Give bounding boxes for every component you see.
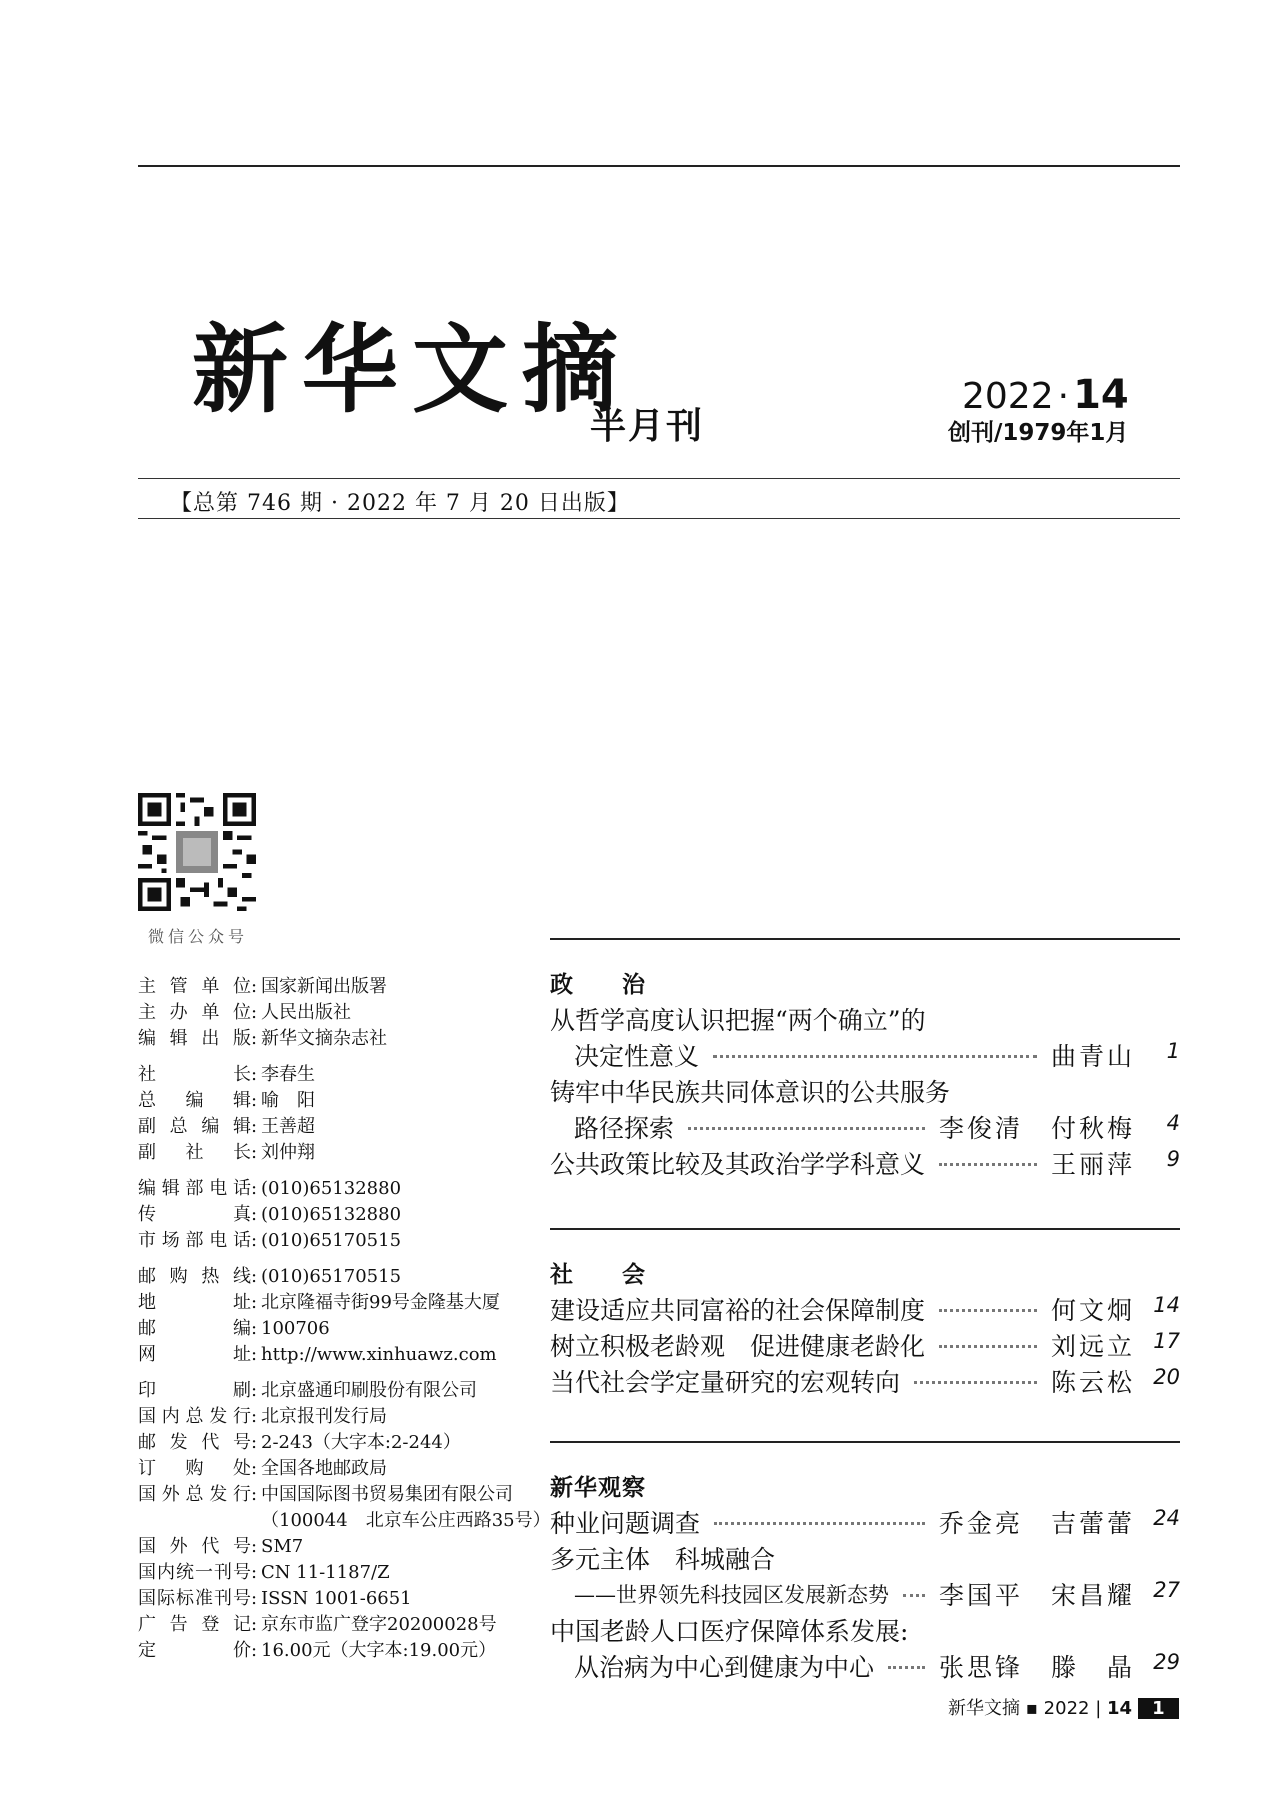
toc-entry-author: 乔金亮 吉蕾蕾: [938, 1509, 1135, 1538]
info-value: 刘仲翔: [261, 1142, 315, 1163]
toc-entry-title: 决定性意义: [574, 1042, 700, 1071]
toc-entry-title: 从治病为中心到健康为中心: [574, 1653, 875, 1682]
toc-entry[interactable]: [550, 1327, 1180, 1361]
toc-entry-title: 公共政策比较及其政治学学科意义: [550, 1150, 926, 1179]
footer-bar: |: [1095, 1698, 1102, 1719]
info-key: 编辑出版: [138, 1028, 251, 1049]
info-key: 市场部电话: [138, 1230, 251, 1251]
info-row: [138, 1586, 551, 1612]
info-value: SM7: [261, 1536, 304, 1557]
toc-entry[interactable]: [550, 1576, 1180, 1610]
info-colon: :: [251, 1318, 258, 1339]
info-key: 社长: [138, 1064, 251, 1085]
issue-year: 2022: [962, 376, 1054, 417]
info-value: 人民出版社: [261, 1002, 351, 1023]
info-row: [138, 1638, 551, 1664]
info-row: [138, 1430, 551, 1456]
masthead-rule-upper: [138, 478, 1180, 479]
info-value: (010)65132880: [261, 1178, 402, 1199]
info-colon: :: [251, 1116, 258, 1137]
toc-entry-title: 路径探索: [574, 1114, 675, 1143]
toc-entry-page: 1: [1166, 1039, 1180, 1063]
info-row: [138, 1062, 551, 1088]
page-number: 1: [1138, 1698, 1179, 1719]
info-value: 中国国际图书贸易集团有限公司: [261, 1484, 513, 1505]
toc-entry-page: 27: [1153, 1578, 1180, 1602]
issue-number: [962, 372, 1129, 418]
toc-entry[interactable]: [550, 1001, 1180, 1035]
page-footer: [948, 1694, 1179, 1720]
info-value: 100706: [261, 1318, 330, 1339]
info-row: [138, 1114, 551, 1140]
info-key: 国外总发行: [138, 1484, 251, 1505]
info-colon: :: [251, 1028, 258, 1049]
toc-entry-page: 17: [1153, 1329, 1180, 1353]
toc-entry[interactable]: [550, 1037, 1180, 1071]
info-value: 北京报刊发行局: [261, 1406, 387, 1427]
info-key: 国外代号: [138, 1536, 251, 1557]
info-value: 2-243（大字本:2-244）: [261, 1432, 461, 1453]
info-key: 邮编: [138, 1318, 251, 1339]
toc-entry[interactable]: [550, 1540, 1180, 1574]
info-key: 地址: [138, 1292, 251, 1313]
info-colon: :: [251, 1204, 258, 1225]
info-colon: :: [251, 1640, 258, 1661]
toc-entry[interactable]: [550, 1073, 1180, 1107]
info-colon: :: [251, 1458, 258, 1479]
info-colon: :: [251, 1536, 258, 1557]
leader-dots: [939, 1337, 1037, 1348]
info-colon: :: [251, 1266, 258, 1287]
leader-dots: [713, 1047, 1037, 1058]
info-row: [138, 974, 551, 1000]
toc-entry[interactable]: [550, 1109, 1180, 1143]
footer-year: 2022: [1043, 1698, 1090, 1719]
info-row: [138, 1264, 551, 1290]
info-value: 全国各地邮政局: [261, 1458, 387, 1479]
info-row: [138, 1342, 551, 1368]
info-key: 邮购热线: [138, 1266, 251, 1287]
info-row: [138, 1316, 551, 1342]
info-key: [138, 1508, 251, 1534]
toc-entry-author: 李俊清 付秋梅: [938, 1114, 1135, 1143]
info-colon: :: [251, 1064, 258, 1085]
info-row: [138, 1026, 551, 1052]
footer-square: ▪: [1025, 1698, 1038, 1719]
toc-entry-author: 曲青山: [1050, 1042, 1135, 1071]
leader-dots: [939, 1301, 1037, 1312]
info-key: 印刷: [138, 1380, 251, 1401]
toc-entry-page: 24: [1153, 1506, 1180, 1530]
info-colon: :: [251, 1614, 258, 1635]
info-key: 网址: [138, 1344, 251, 1365]
toc-entry-title: 建设适应共同富裕的社会保障制度: [550, 1296, 926, 1325]
info-value: 新华文摘杂志社: [261, 1028, 387, 1049]
info-value: 喻 阳: [261, 1090, 315, 1111]
toc-entry-page: 9: [1166, 1147, 1180, 1171]
info-row: [138, 1378, 551, 1404]
toc-entry-author: 张思锋 滕 晶: [938, 1653, 1135, 1682]
issue-separator: ·: [1057, 376, 1070, 417]
info-colon: :: [251, 1344, 258, 1365]
section-title: 社 会: [550, 1261, 646, 1288]
info-key: 国际标准刊号: [138, 1588, 251, 1609]
toc-entry-title: ——世界领先科技园区发展新态势: [574, 1583, 889, 1607]
top-rule: [138, 165, 1180, 167]
toc-entry[interactable]: [550, 1612, 1180, 1646]
toc-entry-page: 4: [1166, 1111, 1180, 1135]
info-row: [138, 1228, 551, 1254]
toc-entry-page: 20: [1153, 1365, 1180, 1389]
info-row: [138, 1534, 551, 1560]
info-row: [138, 1482, 551, 1508]
footer-issue: 14: [1107, 1698, 1133, 1719]
info-colon: :: [251, 976, 258, 997]
frequency-label: 半月刊: [590, 406, 705, 447]
info-value: 16.00元（大字本:19.00元）: [261, 1640, 497, 1661]
section-rule: [550, 1441, 1180, 1443]
info-key: 国内统一刊号: [138, 1562, 251, 1583]
footer-magazine: 新华文摘: [948, 1698, 1020, 1719]
toc-entry-author: 陈云松: [1050, 1368, 1135, 1397]
info-value: 王善超: [261, 1116, 315, 1137]
section-rule: [550, 1228, 1180, 1230]
toc-entry-author: 刘远立: [1050, 1332, 1135, 1361]
toc-entry-page: 14: [1153, 1293, 1180, 1317]
qr-caption: 微信公众号: [148, 927, 249, 946]
info-row: [138, 1508, 551, 1534]
magazine-title: 新华文摘: [192, 314, 632, 426]
info-key: 国内总发行: [138, 1406, 251, 1427]
info-value: （100044 北京车公庄西路35号）: [261, 1510, 551, 1531]
info-colon: :: [251, 1230, 258, 1251]
info-row: [138, 1140, 551, 1166]
leader-dots: [888, 1658, 925, 1669]
info-colon: :: [251, 1002, 258, 1023]
issue-num: 14: [1073, 372, 1129, 418]
info-colon: :: [251, 1588, 258, 1609]
info-value: 李春生: [261, 1064, 315, 1085]
info-colon: :: [251, 1380, 258, 1401]
info-key: 邮发代号: [138, 1432, 251, 1453]
toc-entry-title: 种业问题调查: [550, 1509, 701, 1538]
info-colon: :: [251, 1142, 258, 1163]
leader-dots: [903, 1586, 925, 1597]
info-value: CN 11-1187/Z: [261, 1562, 390, 1583]
leader-dots: [688, 1119, 925, 1130]
toc-entry-title: 当代社会学定量研究的宏观转向: [550, 1368, 901, 1397]
info-colon: :: [251, 1484, 258, 1505]
toc-entry[interactable]: [550, 1363, 1180, 1397]
info-key: 主管单位: [138, 976, 251, 997]
info-value: 京东市监广登字20200028号: [261, 1614, 497, 1635]
info-colon: [251, 1508, 259, 1534]
info-row: [138, 1612, 551, 1638]
info-row: [138, 1088, 551, 1114]
info-row: [138, 1176, 551, 1202]
toc-entry-page: 29: [1153, 1650, 1180, 1674]
info-colon: :: [251, 1090, 258, 1111]
founded-date: 创刊/1979年1月: [948, 420, 1129, 446]
total-issue-line: 【总第 746 期 · 2022 年 7 月 20 日出版】: [170, 491, 630, 516]
qr-code-icon: [138, 793, 256, 911]
info-value: 北京盛通印刷股份有限公司: [261, 1380, 477, 1401]
info-key: 副社长: [138, 1142, 251, 1163]
info-key: 广告登记: [138, 1614, 251, 1635]
info-value: (010)65170515: [261, 1266, 402, 1287]
toc-entry-title: 中国老龄人口医疗保障体系发展:: [550, 1617, 909, 1646]
info-colon: :: [251, 1562, 258, 1583]
info-colon: :: [251, 1432, 258, 1453]
info-row: [138, 1290, 551, 1316]
info-colon: :: [251, 1292, 258, 1313]
info-row: [138, 1456, 551, 1482]
toc-entry-author: 王丽萍: [1050, 1150, 1135, 1179]
info-value: (010)65170515: [261, 1230, 402, 1251]
info-value: 北京隆福寺街99号金隆基大厦: [261, 1292, 500, 1313]
toc-entry-title: 从哲学高度认识把握“两个确立”的: [550, 1006, 926, 1035]
toc-entry[interactable]: [550, 1291, 1180, 1325]
info-value: http://www.xinhuawz.com: [261, 1344, 497, 1365]
toc-entry[interactable]: [550, 1648, 1180, 1682]
info-row: [138, 1560, 551, 1586]
info-row: [138, 1000, 551, 1026]
toc-entry[interactable]: [550, 1145, 1180, 1179]
info-colon: :: [251, 1178, 258, 1199]
publication-info: [138, 974, 551, 1664]
section-rule: [550, 938, 1180, 940]
toc-entry-title: 多元主体 科城融合: [550, 1545, 776, 1574]
info-value: ISSN 1001-6651: [261, 1588, 412, 1609]
leader-dots: [714, 1514, 925, 1525]
info-key: 编辑部电话: [138, 1178, 251, 1199]
info-value: 国家新闻出版署: [261, 976, 387, 997]
toc-entry-author: 何文炯: [1050, 1296, 1135, 1325]
section-title: 新华观察: [550, 1474, 646, 1501]
toc-entry-title: 铸牢中华民族共同体意识的公共服务: [550, 1078, 951, 1107]
info-value: (010)65132880: [261, 1204, 402, 1225]
info-row: [138, 1404, 551, 1430]
toc-entry-author: 李国平 宋昌耀: [938, 1581, 1135, 1610]
masthead-rule-lower: [138, 518, 1180, 519]
info-key: 副总编辑: [138, 1116, 251, 1137]
section-title: 政 治: [550, 971, 646, 998]
info-row: [138, 1202, 551, 1228]
leader-dots: [939, 1155, 1037, 1166]
info-key: 主办单位: [138, 1002, 251, 1023]
leader-dots: [914, 1373, 1037, 1384]
toc-entry-title: 树立积极老龄观 促进健康老龄化: [550, 1332, 926, 1361]
info-colon: :: [251, 1406, 258, 1427]
info-key: 定价: [138, 1640, 251, 1661]
info-key: 订购处: [138, 1458, 251, 1479]
toc-entry[interactable]: [550, 1504, 1180, 1538]
info-key: 总编辑: [138, 1090, 251, 1111]
info-key: 传真: [138, 1204, 251, 1225]
